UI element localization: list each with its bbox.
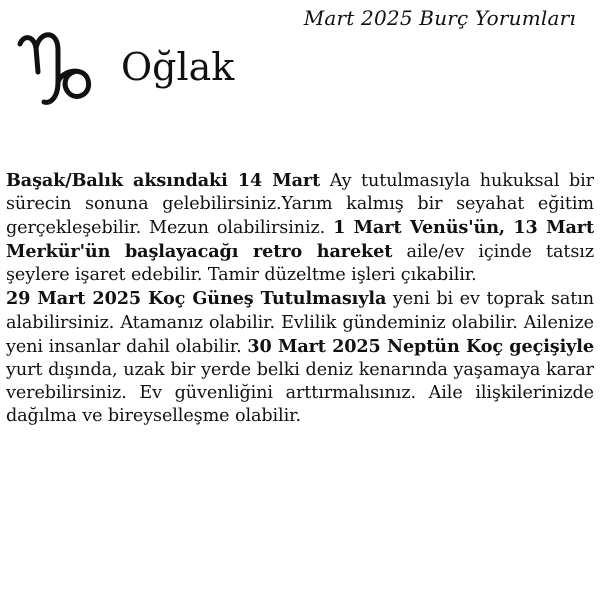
- text-run: yurt dışında, uzak bir yerde belki deniz kenarında yaşamaya karar verebilirsiniz. Ev güvenliğini arttırmalısınız. Aile ilişkilerinizde dağılma ve bireyselleşme olabilir.: [6, 359, 594, 426]
- text-run: 30 Mart 2025 Neptün Koç geçişiyle: [247, 335, 594, 357]
- text-run: Ay tutulmasıyla hukuksal bir sürecin sonuna gelebilirsiniz.Yarım kalmış bir seyahat eğitim gerçekleşebilir. Mezun olabilirsiniz.: [6, 171, 594, 239]
- text-run: Başak/Balık aksındaki 14 Mart: [6, 170, 321, 191]
- header-title: Mart 2025 Burç Yorumları: [303, 6, 576, 30]
- text-run: 1 Mart Venüs'ün, 13 Mart Merkür'ün başlayacağı retro hareket: [6, 217, 594, 263]
- paragraph-1: [6, 169, 594, 287]
- sign-name: Oğlak: [121, 45, 235, 89]
- text-run: aile/ev içinde tatsız şeylere işaret edebilir. Tamir düzeltme işleri çıkabilir.: [6, 242, 594, 286]
- text-run: yeni bi ev toprak satın alabilirsiniz. Atamanız olabilir. Evlilik gündeminiz olabilir. Ailenize yeni insanlar dahil olabilir.: [6, 289, 594, 357]
- horoscope-text: [6, 169, 594, 428]
- text-run: 29 Mart 2025 Koç Güneş Tutulmasıyla: [6, 288, 387, 310]
- capricorn-icon: [14, 24, 110, 108]
- paragraph-2: [6, 287, 594, 428]
